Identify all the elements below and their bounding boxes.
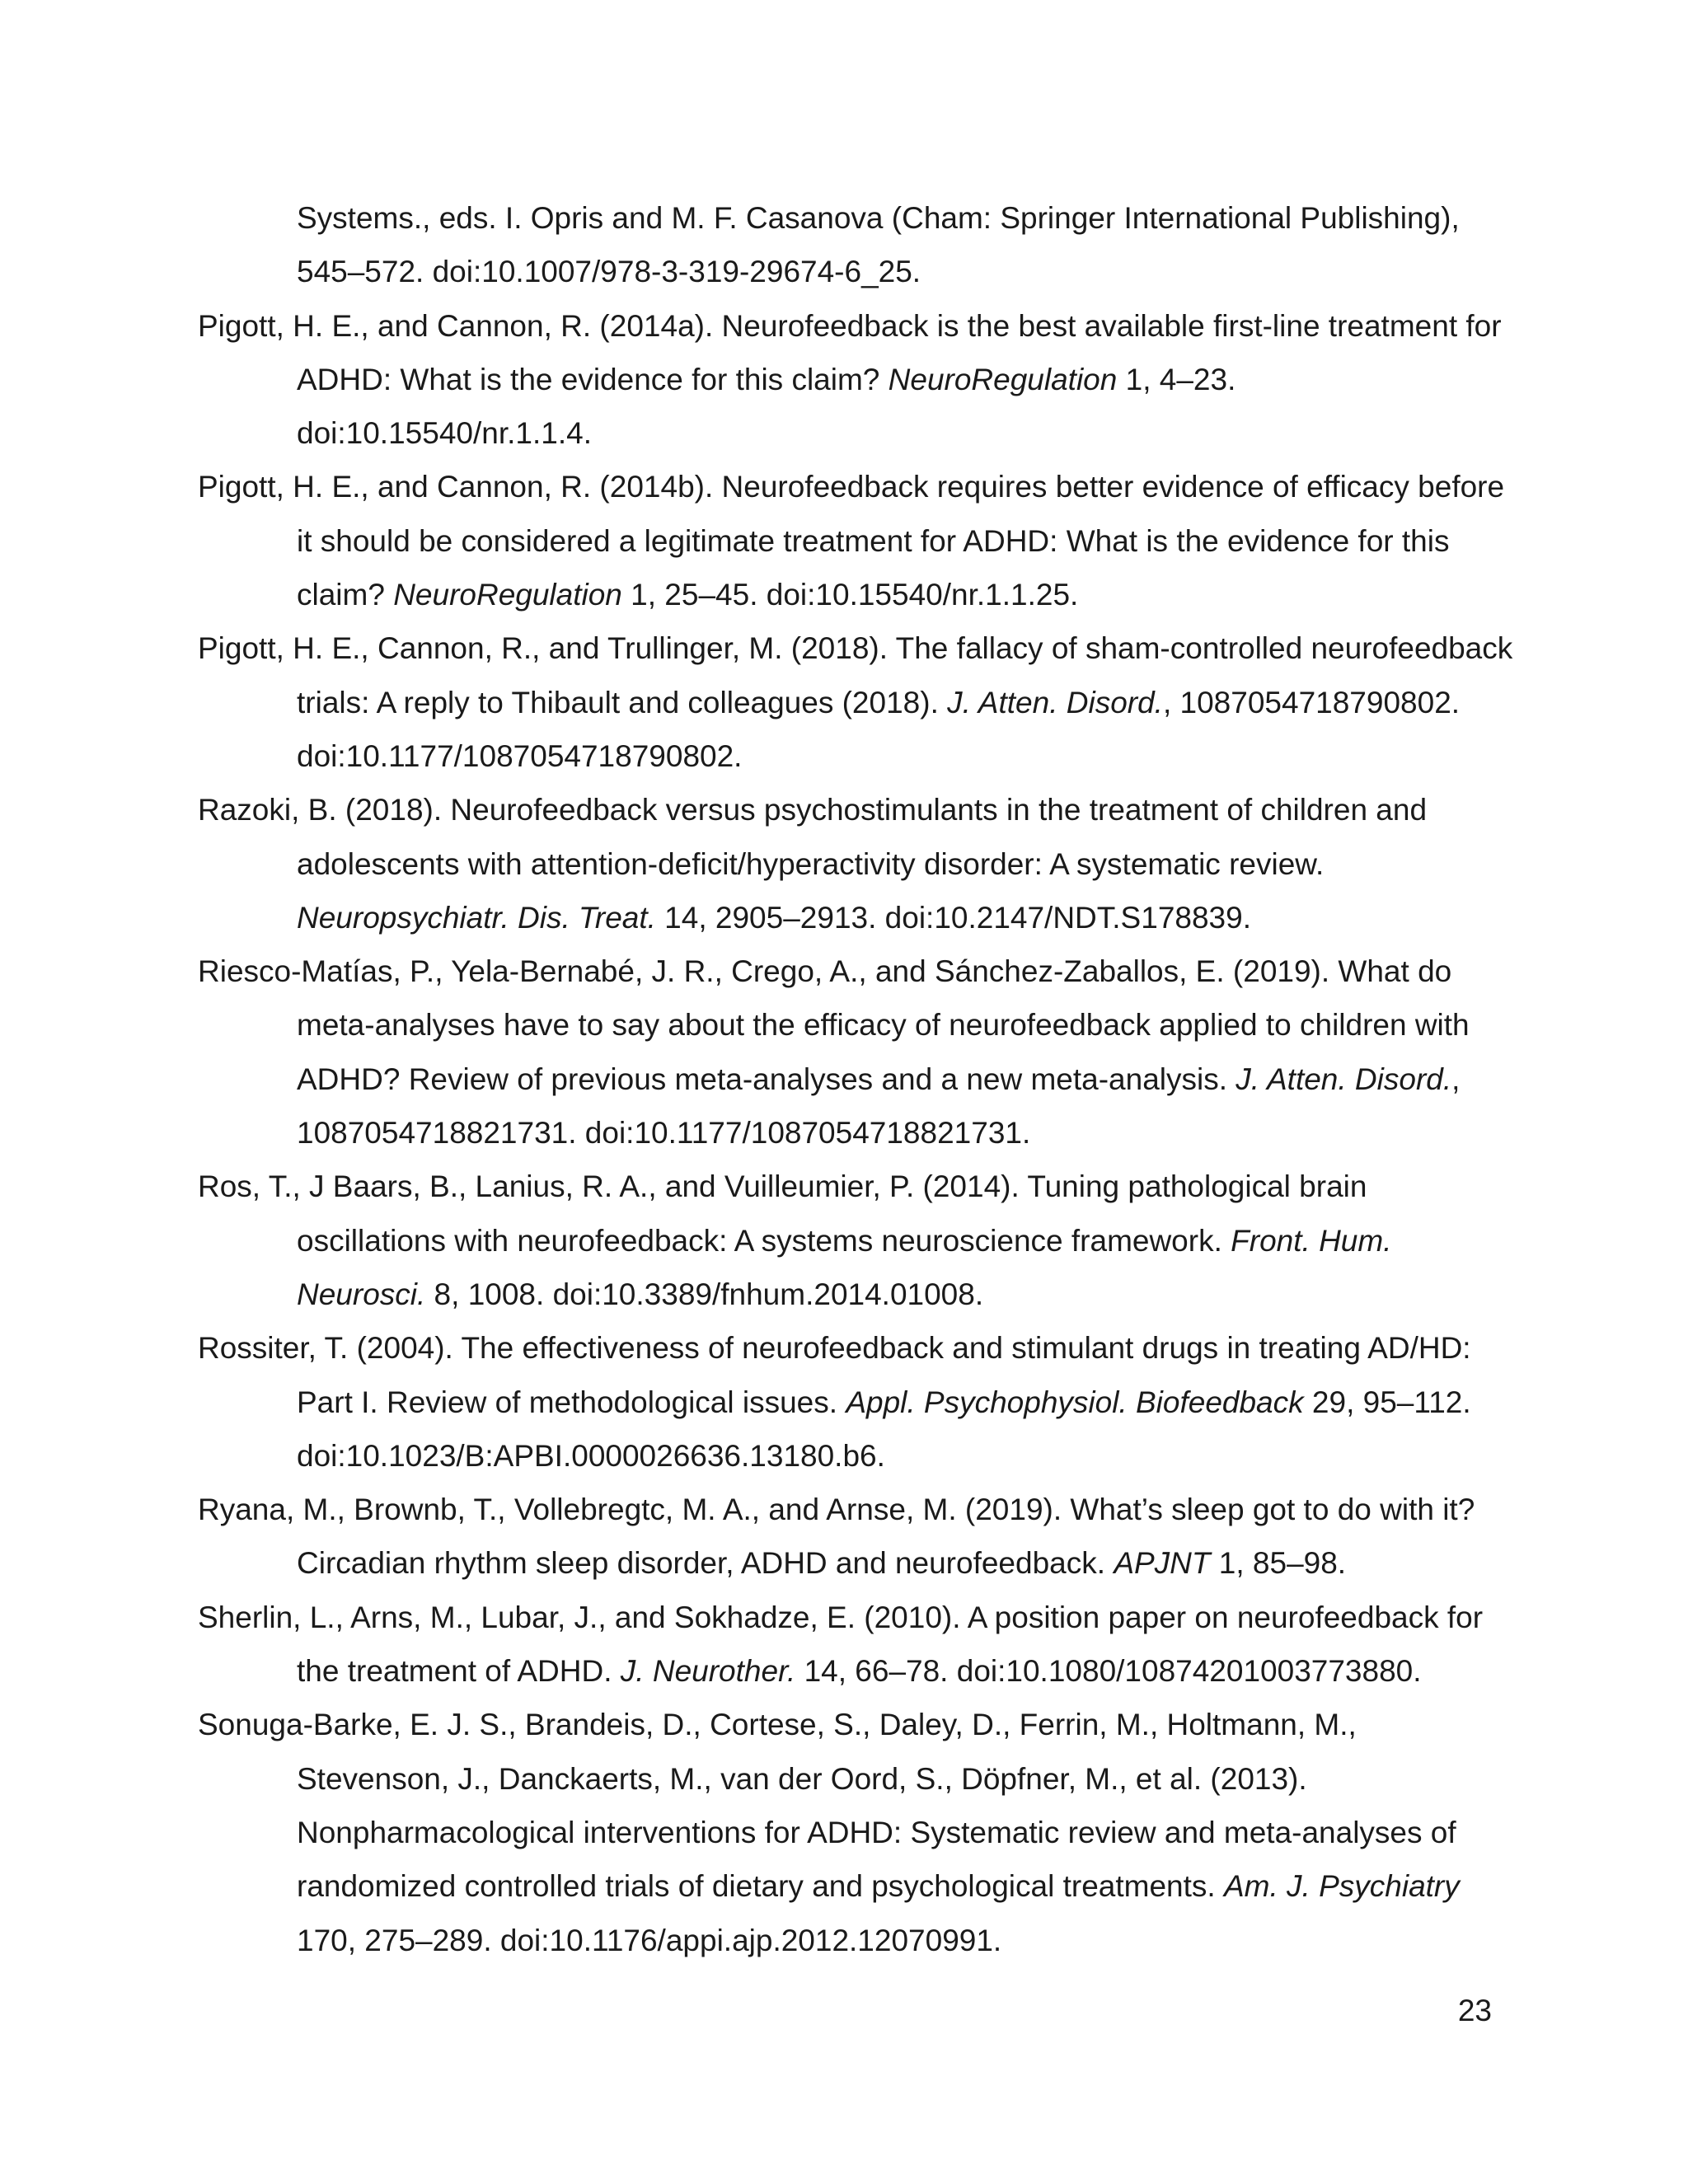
reference-text: Pigott, H. E., and Cannon, R. (2014a). Neurofeedback is the best available first-line treatment for ADHD: What is the evidence for this claim? [198, 308, 1502, 396]
reference-entry [198, 1591, 1517, 1699]
reference-text: 8, 1008. doi:10.3389/fnhum.2014.01008. [425, 1277, 984, 1311]
journal-title: Front. Hum. Neurosci. [297, 1223, 1392, 1311]
page-number: 23 [1457, 1994, 1492, 2027]
reference-text: 170, 275–289. doi:10.1176/appi.ajp.2012.12070991. [297, 1923, 1002, 1957]
reference-text: 29, 95–112. doi:10.1023/B:APBI.0000026636.13180.b6. [297, 1385, 1471, 1473]
reference-text: Rossiter, T. (2004). The effectiveness of neurofeedback and stimulant drugs in treating AD/HD: Part I. Review of methodological issues. [198, 1331, 1471, 1419]
reference-entry [198, 1321, 1517, 1483]
reference-text: Pigott, H. E., Cannon, R., and Trullinger, M. (2018). The fallacy of sham-controlled neurofeedback trials: A reply to Thibault and colleagues (2018). [198, 631, 1513, 719]
reference-entry [198, 621, 1517, 783]
reference-entry [198, 1483, 1517, 1591]
reference-text: Riesco-Matías, P., Yela-Bernabé, J. R., Crego, A., and Sánchez-Zaballos, E. (2019). What do meta-analyses have to say about the efficacy of neurofeedback applied to children with ADHD? Review of previous meta-analyses and a new meta-analysis. [198, 954, 1470, 1096]
journal-title: NeuroRegulation [393, 578, 622, 612]
journal-title: Neuropsychiatr. Dis. Treat. [297, 900, 656, 935]
reference-text: Razoki, B. (2018). Neurofeedback versus psychostimulants in the treatment of children and adolescents with attention-deficit/hyperactivity disorder: A systematic review. [198, 793, 1428, 881]
reference-text: , 1087054718821731. doi:10.1177/1087054718821731. [297, 1062, 1461, 1151]
reference-text: 1, 25–45. doi:10.15540/nr.1.1.25. [621, 578, 1079, 612]
reference-entry [198, 783, 1517, 944]
reference-text: 1, 85–98. [1210, 1546, 1347, 1581]
reference-text: Sonuga-Barke, E. J. S., Brandeis, D., Cortese, S., Daley, D., Ferrin, M., Holtmann, M., Stevenson, J., Danckaerts, M., van der Oord, S., Döpfner, M., et al. (2013). Nonpharmacological interventions for ADHD: Systematic review and meta-analyses of randomized controlled trials of dietary and psychological treatments. [198, 1708, 1456, 1904]
reference-entry [198, 1698, 1517, 1966]
journal-title: Appl. Psychophysiol. Biofeedback [846, 1385, 1304, 1419]
journal-title: NeuroRegulation [888, 362, 1118, 396]
reference-text: Pigott, H. E., and Cannon, R. (2014b). Neurofeedback requires better evidence of efficacy before it should be considered a legitimate treatment for ADHD: What is the evidence for this claim? [198, 470, 1505, 612]
journal-title: J. Neurother. [620, 1654, 796, 1689]
reference-text: 14, 2905–2913. doi:10.2147/NDT.S178839. [655, 900, 1251, 935]
reference-text: Ryana, M., Brownb, T., Vollebregtc, M. A., and Arnse, M. (2019). What’s sleep got to do with it? Circadian rhythm sleep disorder, ADHD and neurofeedback. [198, 1493, 1475, 1581]
journal-title: J. Atten. Disord. [947, 685, 1163, 719]
reference-entry [198, 944, 1517, 1160]
reference-text: , 1087054718790802. doi:10.1177/1087054718790802. [297, 685, 1461, 773]
journal-title: Am. J. Psychiatry [1223, 1869, 1460, 1904]
journal-title: J. Atten. Disord. [1236, 1062, 1452, 1096]
reference-list [198, 191, 1517, 1967]
reference-entry [198, 1160, 1517, 1321]
reference-entry [198, 299, 1517, 461]
reference-entry [198, 460, 1517, 621]
journal-title: APJNT [1114, 1546, 1211, 1581]
reference-text: Ros, T., J Baars, B., Lanius, R. A., and Vuilleumier, P. (2014). Tuning pathological brain oscillations with neurofeedback: A systems neuroscience framework. [198, 1169, 1367, 1258]
reference-text: 14, 66–78. doi:10.1080/10874201003773880. [795, 1654, 1422, 1689]
reference-text: Sherlin, L., Arns, M., Lubar, J., and Sokhadze, E. (2010). A position paper on neurofeedback for the treatment of ADHD. [198, 1600, 1484, 1689]
reference-text: Systems., eds. I. Opris and M. F. Casanova (Cham: Springer International Publishing), 545–572. doi:10.1007/978-3-319-29674-6_25. [297, 201, 1460, 289]
reference-text: 1, 4–23. doi:10.15540/nr.1.1.4. [297, 362, 1236, 451]
reference-entry-continued [198, 191, 1517, 299]
